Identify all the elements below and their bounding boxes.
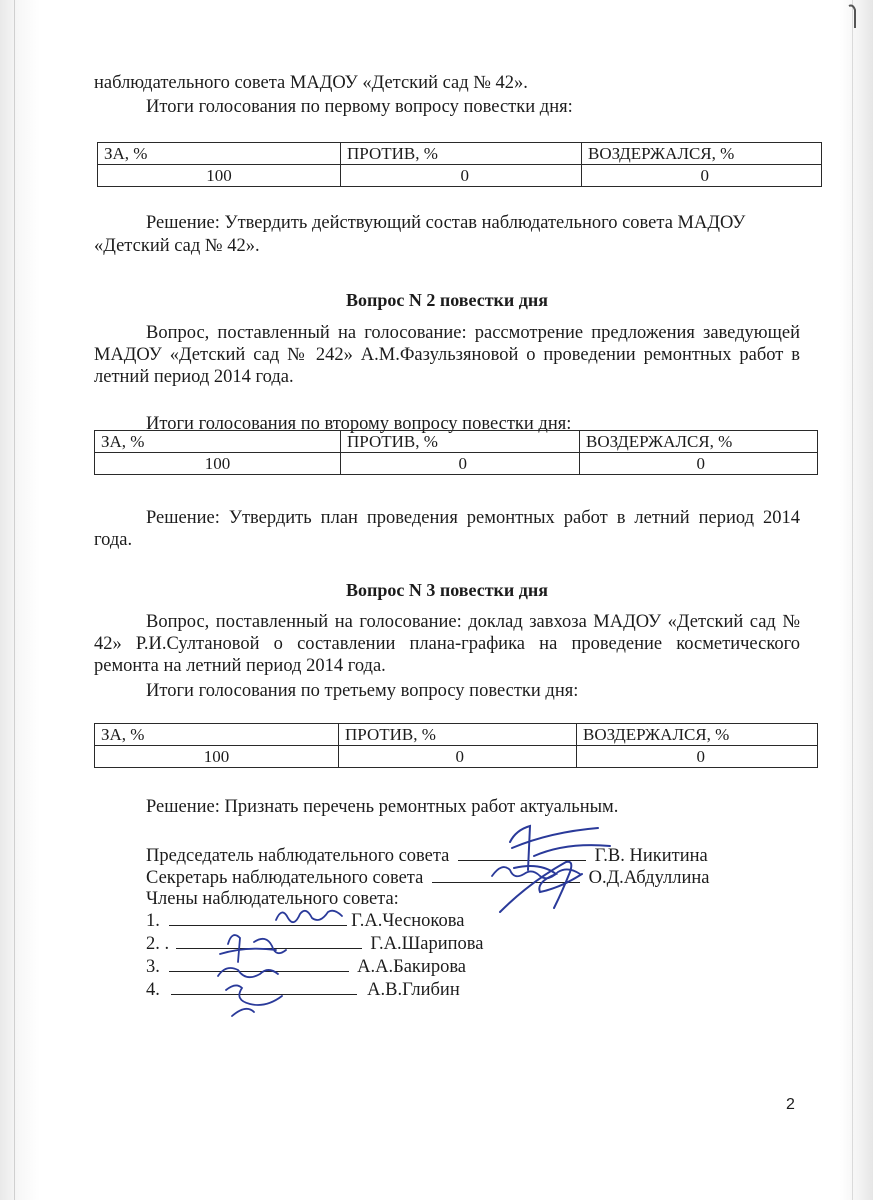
q1-decision-line-1: Решение: Утвердить действующий состав наблюдательного совета МАДОУ xyxy=(146,213,746,233)
member-name: Г.А.Чеснокова xyxy=(351,911,465,931)
chair-name: Г.В. Никитина xyxy=(594,846,708,866)
table-value-row xyxy=(95,746,818,768)
q3-results-intro: Итоги голосования по третьему вопросу повестки дня: xyxy=(146,681,579,701)
q2-vote-table xyxy=(94,430,818,475)
header-against: ПРОТИВ, % xyxy=(341,431,580,453)
members-label: Члены наблюдательного совета: xyxy=(146,889,399,909)
q2-question: Вопрос, поставленный на голосование: рассмотрение предложения заведующей МАДОУ «Детский сад № 242» А.М.Фазульзяновой о проведении ремонтных работ в летний период 2014 года. xyxy=(94,323,800,387)
chair-label: Председатель наблюдательного совета xyxy=(146,846,450,866)
value-for: 100 xyxy=(98,165,341,187)
q1-results-intro: Итоги голосования по первому вопросу повестки дня: xyxy=(146,97,573,117)
member-number: 3. xyxy=(146,957,160,977)
table-value-row xyxy=(95,453,818,475)
intro-line: наблюдательного совета МАДОУ «Детский сад № 42». xyxy=(94,73,528,93)
page-edge-right xyxy=(852,0,853,1200)
q3-question: Вопрос, поставленный на голосование: доклад завхоза МАДОУ «Детский сад № 42» Р.И.Султановой о составлении плана-графика на проведение косметического ремонта на летний период 2014 года. xyxy=(94,612,800,676)
secretary-name: О.Д.Абдуллина xyxy=(588,868,710,888)
member-row xyxy=(146,979,460,1001)
header-against: ПРОТИВ, % xyxy=(339,724,577,746)
q2-results-intro: Итоги голосования по второму вопросу повестки дня: xyxy=(146,414,572,434)
q3-decision: Решение: Признать перечень ремонтных работ актуальным. xyxy=(146,797,619,817)
member-row xyxy=(146,956,466,978)
value-abstained: 0 xyxy=(577,746,818,768)
secretary-label: Секретарь наблюдательного совета xyxy=(146,868,424,888)
member-number: 2. . xyxy=(146,934,170,954)
table-header-row xyxy=(98,143,822,165)
header-for: ЗА, % xyxy=(95,724,339,746)
member-signature-line xyxy=(169,971,349,972)
q2-heading: Вопрос N 2 повестки дня xyxy=(345,290,549,310)
q3-vote-table xyxy=(94,723,818,768)
value-abstained: 0 xyxy=(580,453,818,475)
page-number: 2 xyxy=(786,1096,795,1113)
member-name: А.В.Глибин xyxy=(367,980,460,1000)
member-number: 4. xyxy=(146,980,160,1000)
table-header-row xyxy=(95,724,818,746)
member-number: 1. xyxy=(146,911,160,931)
header-abstained: ВОЗДЕРЖАЛСЯ, % xyxy=(580,431,818,453)
chair-row xyxy=(146,845,708,867)
table-value-row xyxy=(98,165,822,187)
q3-heading: Вопрос N 3 повестки дня xyxy=(345,580,549,600)
header-for: ЗА, % xyxy=(95,431,341,453)
secretary-signature-line xyxy=(432,882,580,883)
member-signature-line xyxy=(176,948,362,949)
q2-decision: Решение: Утвердить план проведения ремонтных работ в летний период 2014 года. xyxy=(94,508,800,550)
header-abstained: ВОЗДЕРЖАЛСЯ, % xyxy=(582,143,822,165)
member-signature-line xyxy=(169,925,347,926)
member-signature-line xyxy=(171,994,357,995)
table-header-row xyxy=(95,431,818,453)
member-name: Г.А.Шарипова xyxy=(370,934,484,954)
member-row xyxy=(146,933,483,955)
value-for: 100 xyxy=(95,453,341,475)
staple-mark xyxy=(846,4,860,30)
value-for: 100 xyxy=(95,746,339,768)
member-row xyxy=(146,910,464,932)
member-name: А.А.Бакирова xyxy=(357,957,467,977)
q1-vote-table xyxy=(97,142,822,187)
value-abstained: 0 xyxy=(582,165,822,187)
header-for: ЗА, % xyxy=(98,143,341,165)
value-against: 0 xyxy=(341,165,582,187)
value-against: 0 xyxy=(341,453,580,475)
value-against: 0 xyxy=(339,746,577,768)
page-edge-left xyxy=(14,0,15,1200)
header-abstained: ВОЗДЕРЖАЛСЯ, % xyxy=(577,724,818,746)
chair-signature-line xyxy=(458,860,586,861)
header-against: ПРОТИВ, % xyxy=(341,143,582,165)
secretary-row xyxy=(146,867,710,889)
q1-decision-line-2: «Детский сад № 42». xyxy=(94,236,260,256)
